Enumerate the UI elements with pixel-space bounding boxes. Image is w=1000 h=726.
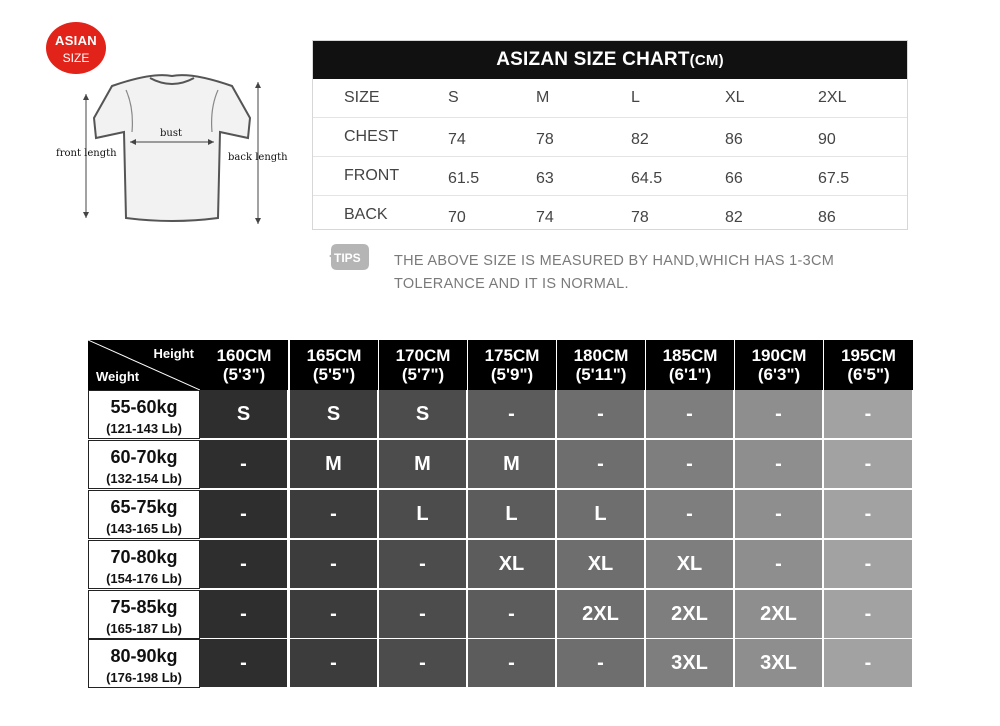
size-chart-row <box>313 79 907 118</box>
size-cell: - <box>200 639 287 687</box>
size-cell: L <box>557 490 644 538</box>
badge-line1: ASIAN <box>55 33 97 48</box>
height-header-160cm <box>200 340 288 390</box>
weight-kg: 60-70kg <box>110 447 178 467</box>
height-ft: (5'9") <box>490 365 534 384</box>
size-cell: - <box>824 490 912 538</box>
height-ft: (5'5") <box>312 365 356 384</box>
size-cell: - <box>735 540 822 588</box>
height-ft: (6'3") <box>757 365 801 384</box>
size-cell: S <box>200 390 287 438</box>
badge-line2: SIZE <box>62 51 90 65</box>
size-cell: - <box>824 540 912 588</box>
height-weight-size-table <box>88 340 913 689</box>
weight-header <box>88 490 200 539</box>
size-chart-cell: M <box>536 89 550 106</box>
height-cm: 170CM <box>395 346 451 365</box>
size-cell: 2XL <box>735 590 822 638</box>
size-chart-cell: 90 <box>818 131 836 148</box>
bust-label: bust <box>160 128 182 139</box>
size-cell: 2XL <box>557 590 644 638</box>
size-cell: - <box>646 490 733 538</box>
front-length-label: front length <box>56 148 117 159</box>
size-chart-cell: 74 <box>536 209 554 226</box>
size-chart-cell: 86 <box>725 131 743 148</box>
size-cell: 2XL <box>646 590 733 638</box>
size-chart-cell: 61.5 <box>448 170 480 187</box>
height-header-180cm <box>557 340 645 390</box>
corner-weight-label: Weight <box>96 369 140 384</box>
size-cell: - <box>379 540 466 588</box>
size-cell: - <box>557 639 644 687</box>
size-cell: - <box>468 590 555 638</box>
size-cell: - <box>379 590 466 638</box>
size-chart-row <box>313 118 907 157</box>
weight-lb: (132-154 Lb) <box>106 471 182 486</box>
size-chart-cell: S <box>448 89 459 106</box>
weight-header <box>88 590 200 639</box>
size-cell: - <box>735 490 822 538</box>
size-cell: - <box>646 440 733 488</box>
size-chart-cell: 66 <box>725 170 743 187</box>
weight-header <box>88 540 200 589</box>
table-corner <box>88 340 200 390</box>
size-cell: - <box>735 390 822 438</box>
weight-lb: (143-165 Lb) <box>106 521 182 536</box>
height-header-170cm <box>379 340 467 390</box>
size-chart-cell: XL <box>725 89 745 106</box>
size-cell: S <box>379 390 466 438</box>
height-cm: 190CM <box>751 346 807 365</box>
height-header-175cm <box>468 340 556 390</box>
height-cm: 180CM <box>573 346 629 365</box>
tips-line1: THE ABOVE SIZE IS MEASURED BY HAND,WHICH HAS 1-3CM <box>394 253 835 269</box>
size-cell: - <box>468 390 555 438</box>
size-cell: S <box>290 390 377 438</box>
size-cell: - <box>824 440 912 488</box>
height-header-185cm <box>646 340 734 390</box>
size-chart-row-label: BACK <box>344 206 388 223</box>
size-chart-row-label: CHEST <box>344 128 399 145</box>
height-ft: (5'7") <box>401 365 445 384</box>
tips-line2: TOLERANCE AND IT IS NORMAL. <box>394 276 629 292</box>
weight-header <box>88 639 200 688</box>
size-chart-cell: 78 <box>631 209 649 226</box>
height-header-190cm <box>735 340 823 390</box>
size-chart-cell: 67.5 <box>818 170 850 187</box>
size-cell: - <box>200 490 287 538</box>
weight-kg: 75-85kg <box>110 597 178 617</box>
weight-kg: 55-60kg <box>110 397 178 417</box>
size-chart-title-text: ASIZAN SIZE CHART <box>496 49 690 70</box>
size-cell: L <box>468 490 555 538</box>
corner-height-label: Height <box>153 346 194 361</box>
size-chart-row-label: FRONT <box>344 167 400 184</box>
back-length-label: back length <box>228 152 288 163</box>
weight-lb: (154-176 Lb) <box>106 571 182 586</box>
size-cell: - <box>290 639 377 687</box>
size-chart-cell: 78 <box>536 131 554 148</box>
size-chart-cell: 82 <box>725 209 743 226</box>
size-cell: XL <box>468 540 555 588</box>
size-cell: - <box>824 590 912 638</box>
size-chart <box>312 40 908 230</box>
tips-icon-label: TIPS <box>334 251 361 265</box>
weight-header <box>88 390 200 439</box>
size-cell: L <box>379 490 466 538</box>
size-cell: M <box>379 440 466 488</box>
height-cm: 195CM <box>841 346 896 365</box>
size-chart-cell: 63 <box>536 170 554 187</box>
size-cell: - <box>824 390 912 438</box>
height-header-195cm <box>824 340 913 390</box>
size-cell: - <box>735 440 822 488</box>
height-cm: 160CM <box>216 346 272 365</box>
asian-size-badge <box>46 22 106 74</box>
size-cell: XL <box>557 540 644 588</box>
size-cell: M <box>290 440 377 488</box>
size-cell: XL <box>646 540 733 588</box>
size-cell: 3XL <box>646 639 733 687</box>
size-cell: 3XL <box>735 639 822 687</box>
weight-kg: 70-80kg <box>110 547 178 567</box>
size-cell: - <box>824 639 912 687</box>
size-chart-row <box>313 157 907 196</box>
tips-text <box>394 250 914 296</box>
size-cell: - <box>557 390 644 438</box>
size-chart-row-label: SIZE <box>344 89 380 106</box>
height-ft: (6'1") <box>668 365 712 384</box>
size-cell: - <box>290 590 377 638</box>
size-cell: - <box>646 390 733 438</box>
height-ft: (5'3") <box>222 365 266 384</box>
size-chart-title <box>313 41 907 79</box>
height-cm: 185CM <box>662 346 718 365</box>
jersey-measurement-diagram <box>52 68 302 238</box>
weight-header <box>88 440 200 489</box>
weight-lb: (121-143 Lb) <box>106 421 182 436</box>
size-chart-unit: (CM) <box>689 52 724 69</box>
height-ft: (5'11") <box>575 365 627 384</box>
size-cell: - <box>200 440 287 488</box>
size-cell: - <box>379 639 466 687</box>
size-cell: - <box>200 540 287 588</box>
height-header-165cm <box>290 340 378 390</box>
size-chart-cell: 70 <box>448 209 466 226</box>
size-cell: - <box>290 490 377 538</box>
size-cell: - <box>290 540 377 588</box>
size-cell: - <box>200 590 287 638</box>
size-cell: M <box>468 440 555 488</box>
weight-lb: (165-187 Lb) <box>106 621 182 636</box>
height-cm: 165CM <box>306 346 362 365</box>
size-cell: - <box>468 639 555 687</box>
size-chart-cell: 86 <box>818 209 836 226</box>
size-chart-cell: 74 <box>448 131 466 148</box>
size-cell: - <box>557 440 644 488</box>
height-cm: 175CM <box>484 346 540 365</box>
weight-kg: 65-75kg <box>110 497 178 517</box>
size-chart-cell: 82 <box>631 131 649 148</box>
height-ft: (6'5") <box>847 365 890 384</box>
weight-kg: 80-90kg <box>110 646 178 666</box>
tips-icon <box>329 240 371 276</box>
size-chart-row <box>313 196 907 234</box>
size-chart-cell: L <box>631 89 640 106</box>
size-chart-cell: 2XL <box>818 89 847 106</box>
size-chart-cell: 64.5 <box>631 170 663 187</box>
weight-lb: (176-198 Lb) <box>106 670 182 685</box>
